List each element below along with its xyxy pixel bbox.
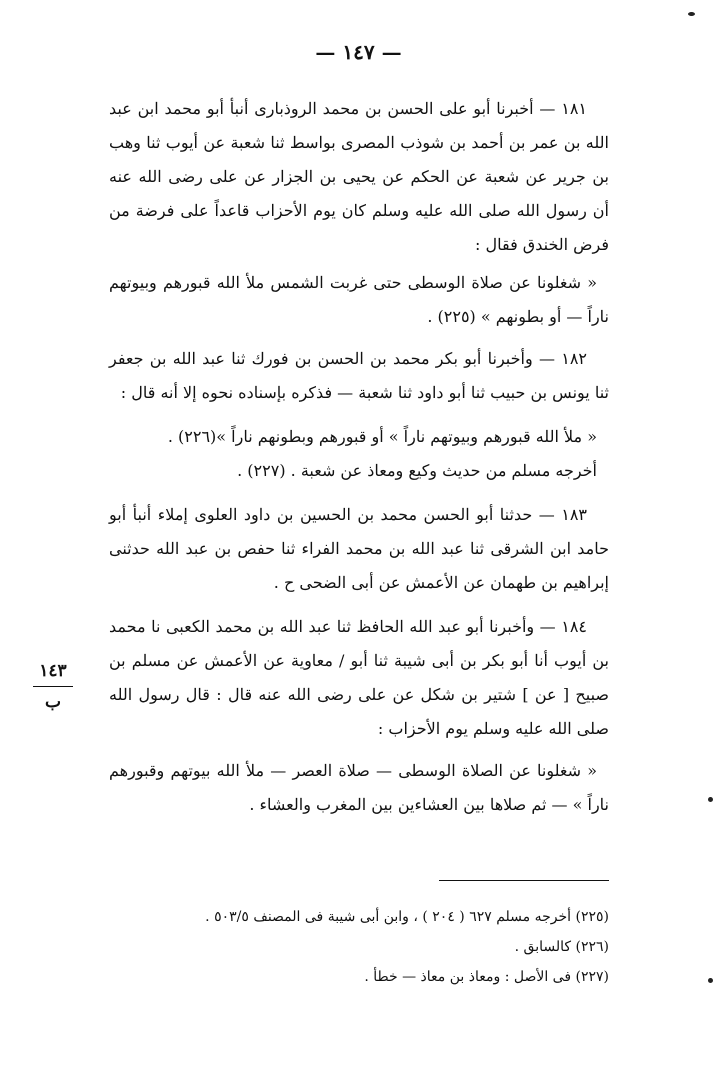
main-text	[109, 92, 609, 822]
footnote-225: (٢٢٥) أخرجه مسلم ٦٢٧ ( ٢٠٤ ) ، وابن أبى شيبة فى المصنف ٥٠٣/٥ .	[205, 909, 609, 925]
paragraph-184: ١٨٤ — وأخبرنا أبو عبد الله الحافظ ثنا عبد الله بن محمد الكعبى نا محمد بن أيوب أنا أبو بكر بن أبى شيبة ثنا أبو / معاوية عن الأعمش عن مسلم بن صبيح [ عن ] شتير بن شكل عن على رضى الله عنه قال : قال رسول الله صلى الله عليه وسلم يوم الأحزاب :	[109, 617, 609, 738]
quote-181: « شغلونا عن صلاة الوسطى حتى غربت الشمس ملأ الله قبورهم وبيوتهم ناراً — أو بطونهم » (٢٢٥) .	[109, 273, 609, 326]
footnotes	[109, 902, 609, 992]
paragraph-181: ١٨١ — أخبرنا أبو على الحسن بن محمد الروذبارى أنبأ أبو محمد ابن عبد الله بن عمر بن أحمد بن شوذب المصرى بواسط ثنا شعبة عن أيوب ثنا وهب بن جرير عن شعبة عن الحكم عن يحيى بن الجزار عن على رضى الله عنه أن رسول الله صلى الله عليه وسلم كان يوم الأحزاب قاعداً على فرضة من فرض الخندق فقال :	[109, 99, 610, 254]
footnote-separator	[439, 880, 609, 881]
footnote-226: (٢٢٦) كالسابق .	[514, 939, 609, 955]
paragraph-182: ١٨٢ — وأخبرنا أبو بكر محمد بن الحسن بن فورك ثنا عبد الله بن جعفر ثنا يونس بن حبيب ثنا أبو داود ثنا شعبة — فذكره بإسناده نحوه إلا أنه قال :	[109, 349, 609, 402]
scan-speck	[688, 12, 695, 16]
quote-184: « شغلونا عن الصلاة الوسطى — صلاة العصر — ملأ الله بيوتهم وقبورهم ناراً » — ثم صلاها بين العشاءين بين المغرب والعشاء .	[109, 761, 609, 814]
folio-number: ١٤٣	[39, 661, 67, 681]
paragraph-183: ١٨٣ — حدثنا أبو الحسن محمد بن الحسين بن داود العلوى إملاء أنبأ أبو حامد ابن الشرقى ثنا عبد الله بن محمد الفراء ثنا حفص بن عبد الله حدثنى إبراهيم بن طهمان عن الأعمش عن أبى الضحى ح .	[109, 505, 609, 592]
page-number: — ١٤٧ —	[315, 40, 402, 64]
footnote-227: (٢٢٧) فى الأصل : ومعاذ بن معاذ — خطأ .	[364, 969, 609, 985]
note-182: أخرجه مسلم من حديث وكيع ومعاذ عن شعبة . (٢٢٧) .	[237, 461, 597, 480]
folio-side: ب	[44, 692, 61, 712]
quote-182: « ملأ الله قبورهم وبيوتهم ناراً » أو قبورهم وبطونهم ناراً »(٢٢٦) .	[167, 427, 597, 446]
folio-divider	[33, 686, 73, 687]
scan-speck	[708, 978, 713, 983]
scan-speck	[708, 797, 713, 802]
manuscript-folio-note	[30, 658, 76, 715]
